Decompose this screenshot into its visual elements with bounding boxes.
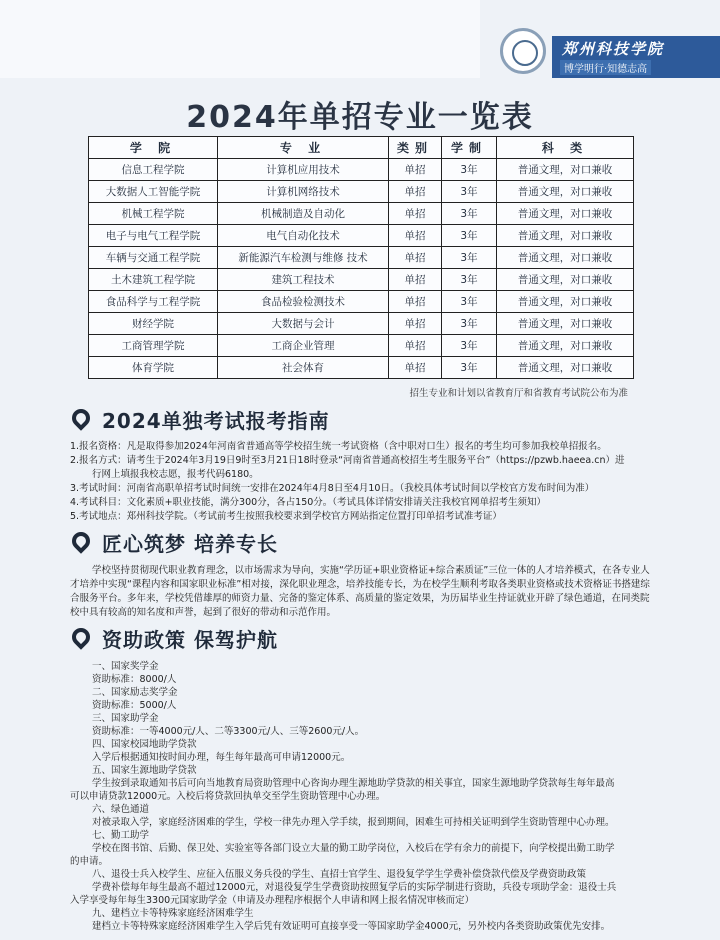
- aid-text: [70, 660, 650, 933]
- cell-college: 电子与电气工程学院: [89, 225, 218, 247]
- cell-type: 单招: [389, 335, 442, 357]
- skills-paragraph: 学校坚持贯彻现代职业教育理念，以市场需求为导向，实施“学历证+职业资格证+综合素质证”三位一体的人才培养模式，在各专业人才培养中实现“课程内容和国家职业标准”相对接，深化职业理念，培养技能专长，为在校学生顺利考取各类职业资格或技术资格证书搭建综合服务平台。多年来，学校凭借雄厚的师资力量、完备的鉴定体系、高质量的鉴定效果，为历届毕业生持证就业开辟了绿色通道，在同类院校中具有较高的知名度和声誉，起到了很好的带动和示范作用。: [70, 565, 650, 618]
- cell-duration: 3年: [442, 225, 497, 247]
- table-row: [89, 225, 634, 247]
- cell-duration: 3年: [442, 269, 497, 291]
- location-pin-icon: [68, 624, 93, 649]
- table-row: [89, 181, 634, 203]
- table-row: [89, 357, 634, 379]
- cell-category: 普通文理，对口兼收: [497, 159, 634, 181]
- aid-line: 学生按到录取通知书后可向当地教育局资助管理中心咨询办理生源地助学贷款的相关事宜，国家生源地助学贷款每生每年最高: [92, 778, 615, 789]
- cell-major: 计算机应用技术: [218, 159, 389, 181]
- cell-type: 单招: [389, 181, 442, 203]
- brand-banner: [552, 36, 720, 78]
- aid-line: 资助标准：5000/人: [92, 700, 177, 711]
- aid-line: 资助标准：8000/人: [92, 674, 177, 685]
- table-note: 招生专业和计划以省教育厅和省教育考试院公布为准: [409, 388, 628, 399]
- cell-type: 单招: [389, 159, 442, 181]
- cell-college: 机械工程学院: [89, 203, 218, 225]
- location-pin-icon: [68, 528, 93, 553]
- aid-line: 的申请。: [70, 856, 109, 867]
- cell-type: 单招: [389, 203, 442, 225]
- aid-line: 入学享受每年每生3300元国家助学金（申请及办理程序根据个人申请和网上报名情况审核而定）: [70, 895, 475, 906]
- aid-line: 对被录取入学，家庭经济困难的学生，学校一律先办理入学手续，报到期间，困难生可持相关证明到学生资助管理中心办理。: [92, 817, 615, 828]
- aid-line: 学费补偿每年每生最高不超过12000元，对退役复学生学费资助按照复学后的实际学制进行资助，兵役专项助学金：退役士兵: [92, 882, 617, 893]
- guide-line: 2.报名方式：请考生于2024年3月19日9时至3月21日18时登录“河南省普通高校招生考生服务平台”（https://pzwb.haeea.cn）进: [70, 455, 625, 466]
- aid-line: 四、国家校园地助学贷款: [92, 739, 197, 750]
- cell-duration: 3年: [442, 313, 497, 335]
- header: [0, 0, 720, 78]
- aid-line: 入学后根据通知按时间办理，每生每年最高可申请12000元。: [92, 752, 351, 763]
- cell-category: 普通文理，对口兼收: [497, 313, 634, 335]
- col-header-category: 科 类: [497, 137, 634, 159]
- school-motto: 博学明行·知德志高: [560, 60, 651, 75]
- table-row: [89, 313, 634, 335]
- cell-category: 普通文理，对口兼收: [497, 225, 634, 247]
- section-title: 匠心筑梦 培养专长: [102, 532, 278, 556]
- cell-duration: 3年: [442, 203, 497, 225]
- cell-type: 单招: [389, 269, 442, 291]
- cell-duration: 3年: [442, 181, 497, 203]
- section-title: 资助政策 保驾护航: [102, 628, 278, 652]
- majors-table: [88, 136, 634, 379]
- location-pin-icon: [68, 405, 93, 430]
- guide-line: 3.考试时间：河南省高职单招考试时间统一安排在2024年4月8日至4月10日。（我校具体考试时间以学校官方发布时间为准）: [70, 483, 595, 494]
- col-header-major: 专 业: [218, 137, 389, 159]
- cell-major: 新能源汽车检测与维修 技术: [218, 247, 389, 269]
- aid-line: 二、国家励志奖学金: [92, 687, 178, 698]
- aid-line: 六、绿色通道: [92, 804, 150, 815]
- guide-line: 4.考试科目：文化素质+职业技能，满分300分，各占150分。（考试具体详情安排请关注我校官网单招考生须知）: [70, 497, 547, 508]
- skills-text: [70, 564, 650, 620]
- cell-major: 食品检验检测技术: [218, 291, 389, 313]
- table-row: [89, 159, 634, 181]
- school-name: 郑州科技学院: [562, 40, 665, 58]
- col-header-type: 类别: [389, 137, 442, 159]
- cell-type: 单招: [389, 225, 442, 247]
- aid-line: 可以申请贷款12000元。入校后将贷款回执单交至学生资助管理中心办理。: [70, 791, 386, 802]
- cell-major: 电气自动化技术: [218, 225, 389, 247]
- table-row: [89, 291, 634, 313]
- cell-category: 普通文理，对口兼收: [497, 247, 634, 269]
- header-background: [0, 0, 480, 78]
- aid-line: 建档立卡等特殊家庭经济困难学生入学后凭有效证明可直接享受一等国家助学金4000元，另外校内各类资助政策优先安排。: [92, 921, 611, 932]
- cell-type: 单招: [389, 291, 442, 313]
- cell-major: 计算机网络技术: [218, 181, 389, 203]
- cell-major: 机械制造及自动化: [218, 203, 389, 225]
- guide-line: 行网上填报我校志愿，报考代码6180。: [92, 469, 259, 480]
- exam-guide-text: [70, 440, 650, 524]
- cell-duration: 3年: [442, 357, 497, 379]
- table-row: [89, 203, 634, 225]
- cell-type: 单招: [389, 357, 442, 379]
- aid-line: 七、勤工助学: [92, 830, 150, 841]
- page-title: 2024年单招专业一览表: [186, 100, 534, 135]
- cell-major: 社会体育: [218, 357, 389, 379]
- cell-college: 工商管理学院: [89, 335, 218, 357]
- aid-line: 一、国家奖学金: [92, 661, 159, 672]
- cell-type: 单招: [389, 313, 442, 335]
- table-row: [89, 269, 634, 291]
- cell-category: 普通文理，对口兼收: [497, 181, 634, 203]
- cell-category: 普通文理，对口兼收: [497, 269, 634, 291]
- cell-duration: 3年: [442, 159, 497, 181]
- cell-major: 大数据与会计: [218, 313, 389, 335]
- aid-line: 资助标准：一等4000元/人、二等3300元/人、三等2600元/人。: [92, 726, 365, 737]
- cell-category: 普通文理，对口兼收: [497, 203, 634, 225]
- table-row: [89, 247, 634, 269]
- cell-college: 体育学院: [89, 357, 218, 379]
- cell-major: 工商企业管理: [218, 335, 389, 357]
- guide-line: 5.考试地点：郑州科技学院。（考试前考生按照我校要求到学校官方网站指定位置打印单招考试准考证）: [70, 511, 502, 522]
- table-row: [89, 335, 634, 357]
- aid-line: 八、退役士兵入校学生、应征入伍服义务兵役的学生、直招士官学生、退役复学学生学费补偿贷款代偿及学费资助政策: [92, 869, 587, 880]
- aid-line: 九、建档立卡等特殊家庭经济困难学生: [92, 908, 254, 919]
- cell-type: 单招: [389, 247, 442, 269]
- cell-duration: 3年: [442, 335, 497, 357]
- cell-category: 普通文理，对口兼收: [497, 357, 634, 379]
- guide-line: 1.报名资格：凡是取得参加2024年河南省普通高等学校招生统一考试资格（含中职对口生）报名的考生均可参加我校单招报名。: [70, 441, 607, 452]
- aid-line: 五、国家生源地助学贷款: [92, 765, 197, 776]
- cell-category: 普通文理，对口兼收: [497, 291, 634, 313]
- cell-category: 普通文理，对口兼收: [497, 335, 634, 357]
- cell-major: 建筑工程技术: [218, 269, 389, 291]
- table-header-row: [89, 137, 634, 159]
- school-logo-icon: [500, 28, 546, 74]
- section-title: 2024单独考试报考指南: [102, 409, 330, 433]
- aid-line: 三、国家助学金: [92, 713, 159, 724]
- cell-college: 食品科学与工程学院: [89, 291, 218, 313]
- cell-college: 车辆与交通工程学院: [89, 247, 218, 269]
- cell-college: 财经学院: [89, 313, 218, 335]
- aid-line: 学校在图书馆、后勤、保卫处、实验室等各部门设立大量的勤工助学岗位，入校后在学有余力的前提下，向学校提出勤工助学: [92, 843, 615, 854]
- cell-college: 土木建筑工程学院: [89, 269, 218, 291]
- cell-college: 大数据人工智能学院: [89, 181, 218, 203]
- col-header-college: 学 院: [89, 137, 218, 159]
- cell-duration: 3年: [442, 247, 497, 269]
- col-header-duration: 学制: [442, 137, 497, 159]
- cell-duration: 3年: [442, 291, 497, 313]
- cell-college: 信息工程学院: [89, 159, 218, 181]
